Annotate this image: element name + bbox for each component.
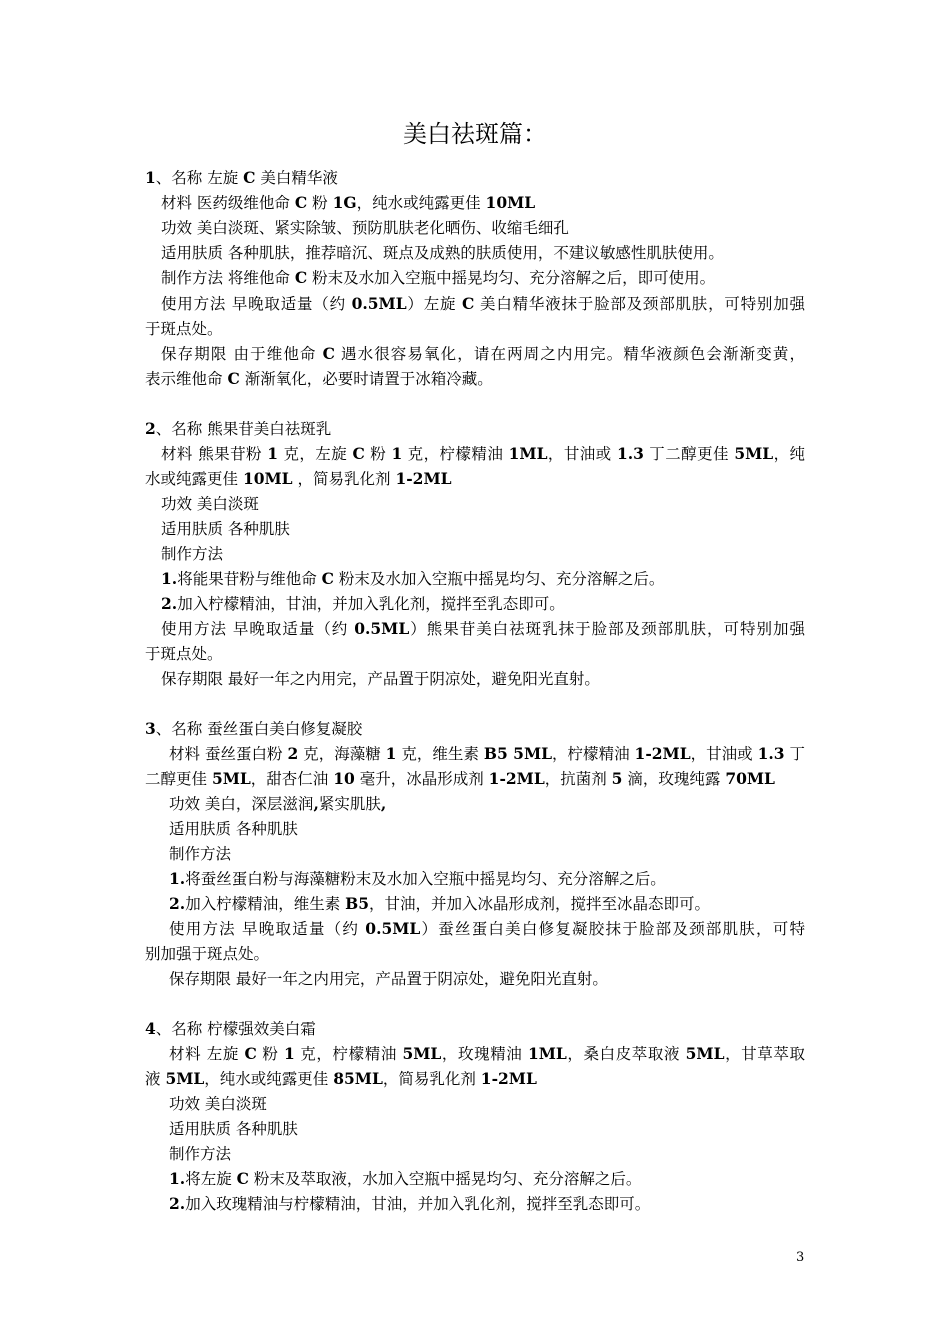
text-run: 1 bbox=[391, 444, 403, 463]
text-run: 1 bbox=[267, 444, 279, 463]
text-run: 0.5ML bbox=[354, 619, 410, 638]
text-run: 5 bbox=[611, 769, 623, 788]
text-run: 粉 bbox=[307, 194, 333, 212]
text-run: 10ML bbox=[242, 469, 293, 488]
text-run: 1. bbox=[161, 569, 178, 588]
section-2-method-label bbox=[161, 544, 223, 564]
text-run: C bbox=[294, 193, 308, 212]
text-run: ，纯水或纯露更佳 bbox=[204, 1070, 334, 1088]
text-run: ，甘草萃取 bbox=[724, 1045, 805, 1063]
text-run: 制作方法 bbox=[169, 1145, 232, 1163]
text-run: ，简易乳化剂 bbox=[292, 470, 396, 488]
section-3-skin-type bbox=[169, 819, 298, 839]
section-1-materials bbox=[161, 193, 535, 213]
text-run: 1 bbox=[283, 1044, 295, 1063]
text-run: 丁 bbox=[784, 745, 805, 763]
section-4-materials bbox=[169, 1044, 805, 1064]
text-run: 粉末及萃取液，水加入空瓶中摇晃均匀、充分溶解之后。 bbox=[248, 1170, 642, 1188]
text-run: 粉末及水加入空瓶中摇晃均匀、充分溶解之后。 bbox=[333, 570, 665, 588]
text-run: 材料 左旋 bbox=[169, 1045, 245, 1063]
text-run: 克，左旋 bbox=[278, 445, 353, 463]
text-run: 粉 bbox=[256, 1045, 284, 1063]
text-run: 2 bbox=[145, 419, 156, 438]
text-run: 2. bbox=[161, 594, 178, 613]
section-3-materials bbox=[169, 744, 805, 764]
text-run: 美白精华液 bbox=[255, 169, 338, 187]
text-run: 1.3 bbox=[757, 744, 785, 763]
text-run: 0.5ML bbox=[365, 919, 421, 938]
section-1-heading bbox=[145, 168, 338, 188]
text-run: 保存期限 最好一年之内用完，产品置于阴凉处，避免阳光直射。 bbox=[169, 970, 608, 988]
text-run: 加入玫瑰精油与柠檬精油，甘油，并加入乳化剂，搅拌至乳态即可。 bbox=[185, 1195, 651, 1213]
text-run: C bbox=[352, 444, 365, 463]
text-run: ）左旋 bbox=[406, 295, 462, 313]
text-run: 于斑点处。 bbox=[145, 320, 223, 338]
section-4-step-1 bbox=[169, 1169, 641, 1189]
text-run: 材料 熊果苷粉 bbox=[161, 445, 268, 463]
text-run: 二醇更佳 bbox=[145, 770, 212, 788]
text-run: C bbox=[236, 1169, 249, 1188]
text-run: 3 bbox=[145, 719, 156, 738]
section-2-step-2 bbox=[161, 594, 565, 614]
text-run: 克，柠檬精油 bbox=[402, 445, 509, 463]
section-3-step-1 bbox=[169, 869, 666, 889]
text-run: 1. bbox=[169, 869, 186, 888]
section-2-storage bbox=[161, 669, 600, 689]
text-run: 适用肤质 各种肌肤 bbox=[169, 820, 298, 838]
section-2-usage bbox=[161, 619, 805, 639]
section-4-effect bbox=[169, 1094, 267, 1114]
text-run: C bbox=[294, 268, 308, 287]
text-run: 85ML bbox=[333, 1069, 383, 1088]
text-run: 2 bbox=[287, 744, 299, 763]
section-2-effect bbox=[161, 494, 259, 514]
section-3-effect bbox=[169, 794, 386, 814]
text-run: ）熊果苷美白祛斑乳抹于脸部及颈部肌肤，可特别加强 bbox=[409, 620, 805, 638]
text-run: C bbox=[244, 1044, 257, 1063]
text-run: C bbox=[243, 168, 256, 187]
section-3-method-label bbox=[169, 844, 231, 864]
text-run: 1ML bbox=[508, 444, 548, 463]
text-run: 材料 蚕丝蛋白粉 bbox=[169, 745, 288, 763]
text-run: 美白精华液抹于脸部及颈部肌肤，可特别加强 bbox=[474, 295, 806, 313]
text-run: C bbox=[227, 369, 240, 388]
section-3-usage-cont bbox=[145, 944, 269, 964]
text-run: 克，海藻糖 bbox=[298, 745, 386, 763]
text-run: ，纯 bbox=[773, 445, 806, 463]
text-run: 适用肤质 各种肌肤 bbox=[169, 1120, 298, 1138]
text-run: 液 bbox=[145, 1070, 166, 1088]
text-run: 别加强于斑点处。 bbox=[145, 945, 270, 963]
text-run: 、名称 蚕丝蛋白美白修复凝胶 bbox=[155, 720, 363, 738]
section-2-usage-cont bbox=[145, 644, 223, 664]
text-run: ，纯水或纯露更佳 bbox=[356, 194, 486, 212]
section-3-heading bbox=[145, 719, 362, 739]
text-run: ，甘油或 bbox=[690, 745, 758, 763]
text-run: 使用方法 早晚取适量（约 bbox=[161, 620, 355, 638]
text-run: 表示维他命 bbox=[145, 370, 228, 388]
text-run: B5 5ML bbox=[483, 744, 553, 763]
text-run: 5ML bbox=[734, 444, 774, 463]
text-run: 功效 美白淡斑、紧实除皱、预防肌肤老化晒伤、收缩毛细孔 bbox=[161, 219, 569, 237]
text-run: 将左旋 bbox=[185, 1170, 237, 1188]
section-4-method-label bbox=[169, 1144, 231, 1164]
text-run: B5 bbox=[345, 894, 370, 913]
text-run: 适用肤质 各种肌肤，推荐暗沉、斑点及成熟的肤质使用，不建议敏感性肌肤使用。 bbox=[161, 244, 724, 262]
text-run: 1-2ML bbox=[395, 469, 452, 488]
text-run: 功效 美白淡斑 bbox=[161, 495, 259, 513]
section-2-step-1 bbox=[161, 569, 664, 589]
text-run: 制作方法 bbox=[161, 545, 224, 563]
text-run: 、名称 柠檬强效美白霜 bbox=[155, 1020, 316, 1038]
text-run: C bbox=[321, 569, 334, 588]
text-run: 加入柠檬精油，甘油，并加入乳化剂，搅拌至乳态即可。 bbox=[177, 595, 565, 613]
text-run: 丁二醇更佳 bbox=[643, 445, 735, 463]
section-2-materials-cont bbox=[145, 469, 452, 489]
text-run: 4 bbox=[145, 1019, 156, 1038]
text-run: 保存期限 由于维他命 bbox=[161, 345, 323, 363]
text-run: C bbox=[322, 344, 335, 363]
text-run: 于斑点处。 bbox=[145, 645, 223, 663]
text-run: 适用肤质 各种肌肤 bbox=[161, 520, 290, 538]
text-run: ，柠檬精油 bbox=[552, 745, 635, 763]
section-1-method bbox=[161, 268, 715, 288]
text-run: 0.5ML bbox=[351, 294, 407, 313]
text-run: ，甜杏仁油 bbox=[250, 770, 334, 788]
text-run: 水或纯露更佳 bbox=[145, 470, 243, 488]
text-run: ，简易乳化剂 bbox=[382, 1070, 481, 1088]
text-run: 1. bbox=[169, 1169, 186, 1188]
section-3-storage bbox=[169, 969, 608, 989]
text-run: 粉 bbox=[364, 445, 392, 463]
text-run: ）蚕丝蛋白美白修复凝胶抹于脸部及颈部肌肤，可特 bbox=[420, 920, 805, 938]
section-4-skin-type bbox=[169, 1119, 298, 1139]
text-run: ，抗菌剂 bbox=[544, 770, 612, 788]
section-2-skin-type bbox=[161, 519, 290, 539]
text-run: 将蚕丝蛋白粉与海藻糖粉末及水加入空瓶中摇晃均匀、充分溶解之后。 bbox=[185, 870, 666, 888]
text-run: 功效 美白淡斑 bbox=[169, 1095, 267, 1113]
text-run: 克，维生素 bbox=[396, 745, 484, 763]
text-run: 10ML bbox=[485, 193, 536, 212]
section-3-step-2 bbox=[169, 894, 710, 914]
section-3-materials-cont bbox=[145, 769, 775, 789]
text-run: ，桑白皮萃取液 bbox=[566, 1045, 686, 1063]
text-run: 滴，玫瑰纯露 bbox=[622, 770, 726, 788]
text-run: 5ML bbox=[685, 1044, 725, 1063]
text-run: 1G bbox=[332, 193, 357, 212]
text-run: , bbox=[380, 794, 387, 813]
text-run: 1.3 bbox=[616, 444, 644, 463]
text-run: ，甘油或 bbox=[547, 445, 617, 463]
text-run: 1ML bbox=[527, 1044, 567, 1063]
text-run: 功效 美白，深层滋润 bbox=[169, 795, 314, 813]
section-1-storage-cont bbox=[145, 369, 493, 389]
page-number: 3 bbox=[796, 1250, 805, 1265]
text-run: ，甘油，并加入冰晶形成剂，搅拌至冰晶态即可。 bbox=[369, 895, 711, 913]
text-run: 1 bbox=[385, 744, 397, 763]
section-4-heading bbox=[145, 1019, 316, 1039]
text-run: 材料 医药级维他命 bbox=[161, 194, 295, 212]
section-4-step-2 bbox=[169, 1194, 650, 1214]
text-run: 2. bbox=[169, 894, 186, 913]
section-1-skin-type bbox=[161, 243, 724, 263]
text-run: 5ML bbox=[402, 1044, 442, 1063]
text-run: 5ML bbox=[211, 769, 251, 788]
text-run: 1-2ML bbox=[634, 744, 691, 763]
text-run: 粉末及水加入空瓶中摇晃均匀、充分溶解之后，即可使用。 bbox=[307, 269, 716, 287]
section-2-heading bbox=[145, 419, 331, 439]
text-run: 5ML bbox=[165, 1069, 205, 1088]
text-run: 使用方法 早晚取适量（约 bbox=[169, 920, 366, 938]
text-run: 毫升，冰晶形成剂 bbox=[354, 770, 489, 788]
text-run: 1-2ML bbox=[480, 1069, 537, 1088]
section-1-effect bbox=[161, 218, 569, 238]
text-run: 制作方法 bbox=[169, 845, 232, 863]
text-run: 70ML bbox=[725, 769, 775, 788]
text-run: 、名称 左旋 bbox=[155, 169, 244, 187]
text-run: 制作方法 将维他命 bbox=[161, 269, 295, 287]
section-1-usage bbox=[161, 294, 805, 314]
page-title: 美白祛斑篇： bbox=[403, 120, 547, 148]
text-run: 将能果苷粉与维他命 bbox=[177, 570, 322, 588]
text-run: 加入柠檬精油，维生素 bbox=[185, 895, 346, 913]
text-run: 、名称 熊果苷美白祛斑乳 bbox=[155, 420, 332, 438]
section-1-storage bbox=[161, 344, 805, 364]
text-run: 2. bbox=[169, 1194, 186, 1213]
text-run: , bbox=[313, 794, 319, 813]
text-run: ，玫瑰精油 bbox=[441, 1045, 528, 1063]
section-3-usage bbox=[169, 919, 805, 939]
text-run: 1 bbox=[145, 168, 156, 187]
section-1-usage-cont bbox=[145, 319, 223, 339]
text-run: 使用方法 早晚取适量（约 bbox=[161, 295, 352, 313]
text-run: C bbox=[462, 294, 475, 313]
text-run: 渐渐氧化，必要时请置于冰箱冷藏。 bbox=[239, 370, 493, 388]
text-run: 10 bbox=[333, 769, 355, 788]
text-run: 遇水很容易氧化，请在两周之内用完。精华液颜色会渐渐变黄， bbox=[334, 345, 805, 363]
text-run: 克，柠檬精油 bbox=[294, 1045, 403, 1063]
section-4-materials-cont bbox=[145, 1069, 537, 1089]
text-run: 紧实肌肤 bbox=[318, 795, 381, 813]
section-2-materials bbox=[161, 444, 805, 464]
text-run: 1-2ML bbox=[488, 769, 545, 788]
text-run: 保存期限 最好一年之内用完，产品置于阴凉处，避免阳光直射。 bbox=[161, 670, 600, 688]
